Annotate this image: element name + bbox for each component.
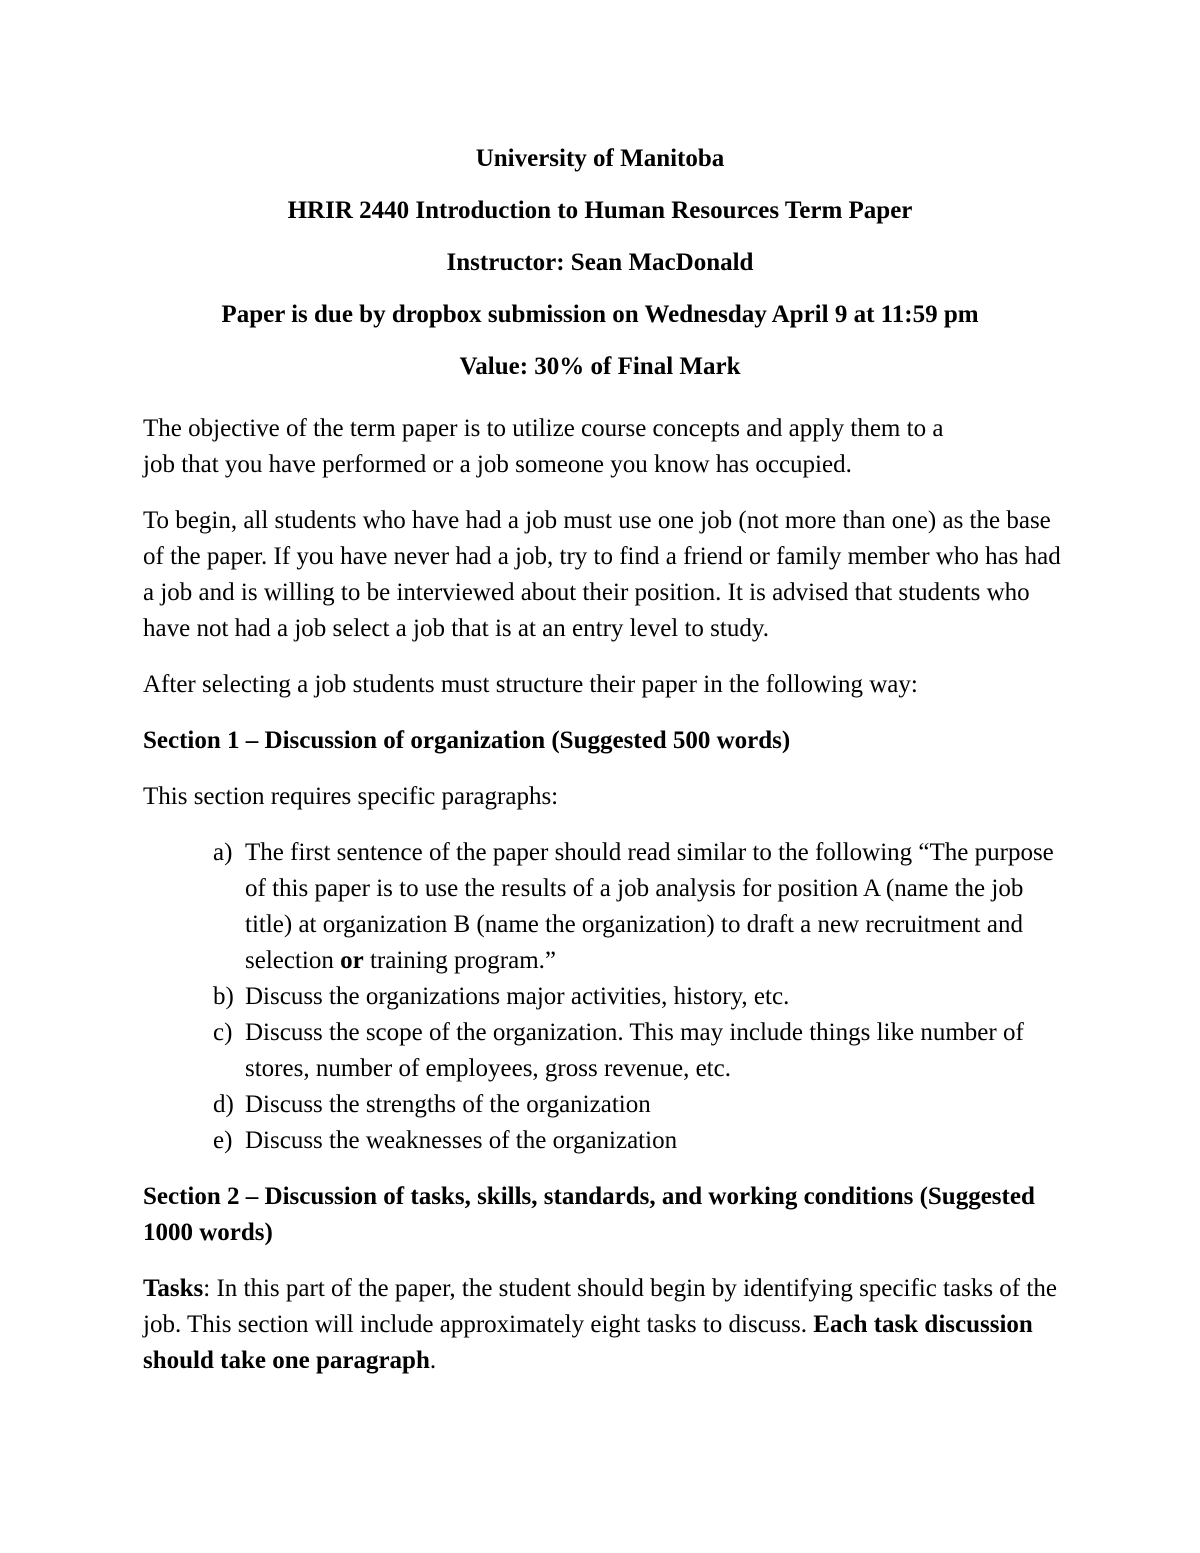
section-1-intro: This section requires specific paragraphs: [143,783,559,810]
list-item-text: Discuss the weaknesses of the organization [245,1127,678,1154]
list-item-label: e) [213,1127,233,1154]
list-item-label: a) [213,839,233,866]
tasks-emphasis: Each task discussion should take one paragraph [143,1311,1033,1374]
list-item-text: Discuss the organizations major activities, history, etc. [245,983,790,1010]
section-1-heading: Section 1 – Discussion of organization (Suggested 500 words) [143,727,791,754]
list-item-text: The first sentence of the paper should read similar to the following “The purpose of this paper is to use the results of a job analysis for position A (name the job title) at organization B (name the organization) to draft a new recruitment and selection [245,839,1054,974]
tasks-text: : In this part of the paper, the student should begin by identifying specific tasks of the job. This section will include approximately eight tasks to discuss. [143,1275,1057,1338]
objective-line-2: job that you have performed or a job someone you know has occupied. [143,451,852,478]
university-name: University of Manitoba [475,145,725,172]
begin-paragraph: To begin, all students who have had a job must use one job (not more than one) as the base of the paper. If you have never had a job, try to find a friend or family member who has had a job and is willing to be interviewed about their position. It is advised that students who have not had a job select a job that is at an entry level to study. [143,507,1061,642]
list-item-label: d) [213,1091,234,1118]
document-body [143,411,1063,1399]
course-title: HRIR 2440 Introduction to Human Resources Term Paper [287,197,913,224]
list-item-bold-or: or [340,947,364,974]
document-header [0,145,1200,405]
list-item [143,1123,1063,1159]
list-item-text-end: training program.” [363,947,557,974]
instructor-line: Instructor: Sean MacDonald [446,249,754,276]
tasks-label: Tasks [143,1275,204,1302]
list-item-label: c) [213,1019,233,1046]
list-item [143,1087,1063,1123]
objective-paragraph [143,411,1063,483]
list-item-label: b) [213,983,234,1010]
section-1-list [143,835,1063,1159]
list-item-text: Discuss the strengths of the organization [245,1091,651,1118]
value-line: Value: 30% of Final Mark [459,353,741,380]
tasks-paragraph [143,1271,1063,1379]
list-item [143,1015,1063,1087]
list-item [143,835,1063,979]
tasks-end: . [429,1347,437,1374]
objective-line-1: The objective of the term paper is to utilize course concepts and apply them to a [143,415,944,442]
due-date-line: Paper is due by dropbox submission on Wednesday April 9 at 11:59 pm [221,301,979,328]
section-2-heading: Section 2 – Discussion of tasks, skills, standards, and working conditions (Suggested 1000 words) [143,1183,1035,1246]
after-paragraph: After selecting a job students must structure their paper in the following way: [143,671,918,698]
list-item-text: Discuss the scope of the organization. This may include things like number of stores, number of employees, gross revenue, etc. [245,1019,1024,1082]
list-item [143,979,1063,1015]
